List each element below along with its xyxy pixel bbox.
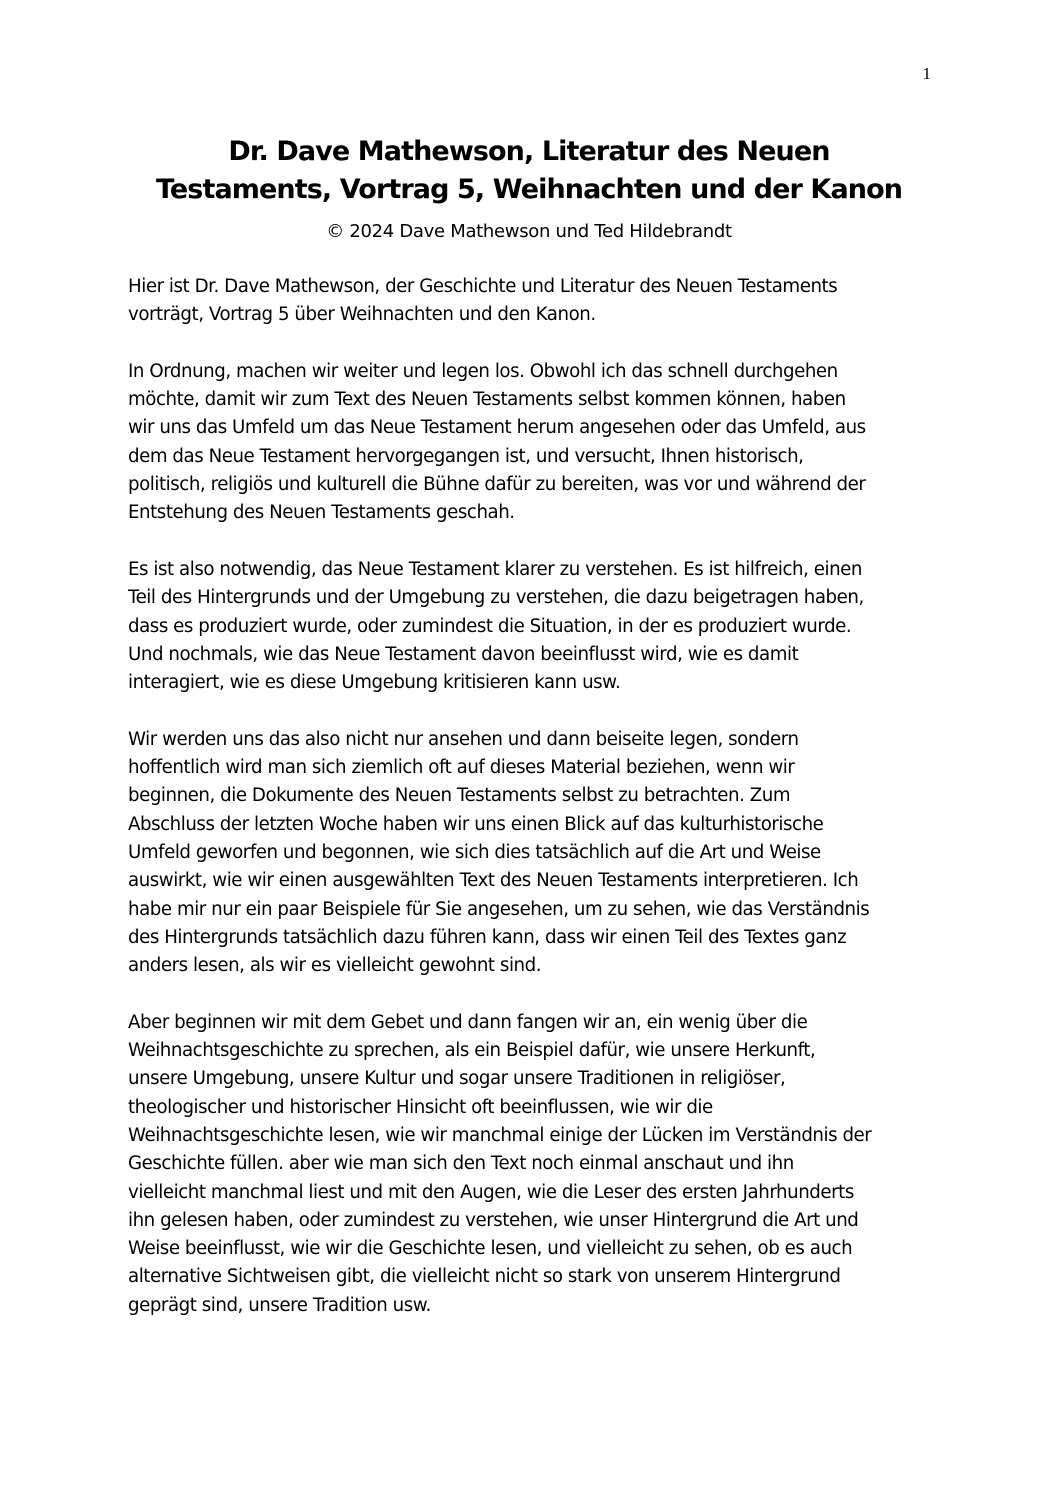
text-line: Weise beeinflusst, wie wir die Geschichte lesen, und vielleicht zu sehen, ob es auch [128, 1238, 853, 1260]
text-line: Geschichte füllen. aber wie man sich den Text noch einmal anschaut und ihn [128, 1153, 794, 1175]
text-line: Entstehung des Neuen Testaments geschah. [128, 502, 515, 524]
text-line: dass es produziert wurde, oder zumindest die Situation, in der es produziert wurde. [128, 615, 852, 637]
title-line: Dr. Dave Mathewson, Literatur des Neuen [228, 136, 830, 167]
paragraph [128, 358, 938, 528]
title-line: Testaments, Vortrag 5, Weihnachten und der Kanon [155, 174, 903, 205]
text-line: geprägt sind, unsere Tradition usw. [128, 1294, 431, 1316]
text-line: auswirkt, wie wir einen ausgewählten Text des Neuen Testaments interpretieren. Ich [128, 870, 859, 892]
text-line: Teil des Hintergrunds und der Umgebung zu verstehen, die dazu beigetragen haben, [128, 587, 864, 609]
text-line: unsere Umgebung, unsere Kultur und sogar unsere Traditionen in religiöser, [128, 1068, 786, 1090]
text-line: theologischer und historischer Hinsicht oft beeinflussen, wie wir die [128, 1096, 713, 1118]
document-title [100, 133, 958, 209]
text-line: politisch, religiös und kulturell die Bühne dafür zu bereiten, was vor und während der [128, 474, 866, 496]
text-line: möchte, damit wir zum Text des Neuen Testaments selbst kommen können, haben [128, 389, 846, 411]
text-line: beginnen, die Dokumente des Neuen Testaments selbst zu betrachten. Zum [128, 785, 791, 807]
paragraph [128, 556, 938, 697]
text-line: hoffentlich wird man sich ziemlich oft auf dieses Material beziehen, wenn wir [128, 757, 795, 779]
text-line: Weihnachtsgeschichte zu sprechen, als ein Beispiel dafür, wie unsere Herkunft, [128, 1040, 816, 1062]
text-line: alternative Sichtweisen gibt, die vielleicht nicht so stark von unserem Hintergrund [128, 1266, 841, 1288]
page-number: 1 [922, 64, 931, 83]
text-line: anders lesen, als wir es vielleicht gewohnt sind. [128, 955, 542, 977]
paragraph [128, 726, 938, 981]
text-line: habe mir nur ein paar Beispiele für Sie angesehen, um zu sehen, wie das Verständnis [128, 898, 870, 920]
text-line: Aber beginnen wir mit dem Gebet und dann fangen wir an, ein wenig über die [128, 1011, 808, 1033]
text-line: dem das Neue Testament hervorgegangen ist, und versucht, Ihnen historisch, [128, 445, 804, 467]
text-line: vielleicht manchmal liest und mit den Augen, wie die Leser des ersten Jahrhunderts [128, 1181, 854, 1203]
text-line: Weihnachtsgeschichte lesen, wie wir manchmal einige der Lücken im Verständnis der [128, 1124, 872, 1146]
text-line: Und nochmals, wie das Neue Testament davon beeinflusst wird, wie es damit [128, 643, 799, 665]
text-line: Hier ist Dr. Dave Mathewson, der Geschichte und Literatur des Neuen Testaments [128, 276, 838, 297]
text-line: Umfeld geworfen und begonnen, wie sich dies tatsächlich auf die Art und Weise [128, 841, 821, 863]
text-line: Es ist also notwendig, das Neue Testament klarer zu verstehen. Es ist hilfreich, einen [128, 558, 862, 580]
copyright-line: © 2024 Dave Mathewson und Ted Hildebrandt [326, 221, 732, 242]
paragraph [128, 273, 938, 330]
text-line: vorträgt, Vortrag 5 über Weihnachten und den Kanon. [128, 304, 596, 326]
text-line: wir uns das Umfeld um das Neue Testament herum angesehen oder das Umfeld, aus [128, 417, 866, 439]
text-line: In Ordnung, machen wir weiter und legen los. Obwohl ich das schnell durchgehen [128, 360, 838, 382]
text-line: ihn gelesen haben, oder zumindest zu verstehen, wie unser Hintergrund die Art und [128, 1209, 859, 1231]
text-line: Abschluss der letzten Woche haben wir uns einen Blick auf das kulturhistorische [128, 813, 824, 835]
paragraph [128, 1009, 938, 1320]
text-line: des Hintergrunds tatsächlich dazu führen kann, dass wir einen Teil des Textes ganz [128, 926, 847, 948]
text-line: interagiert, wie es diese Umgebung kritisieren kann usw. [128, 672, 621, 694]
text-line: Wir werden uns das also nicht nur ansehen und dann beiseite legen, sondern [128, 728, 799, 750]
document-body [128, 273, 938, 1348]
